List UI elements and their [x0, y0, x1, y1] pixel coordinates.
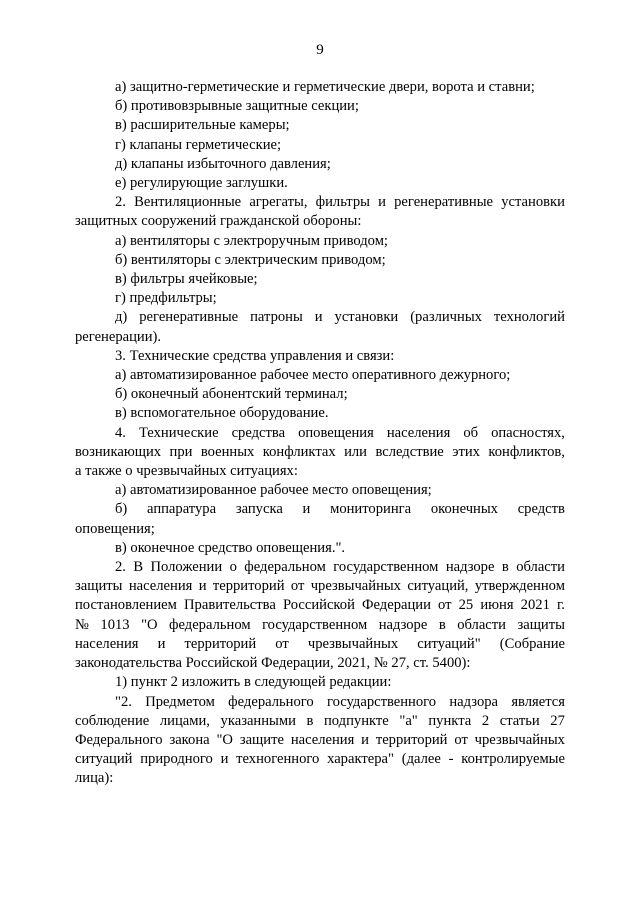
paragraph — [75, 97, 565, 116]
paragraph — [75, 693, 565, 789]
paragraph — [75, 155, 565, 174]
paragraph — [75, 251, 565, 270]
document-body — [75, 78, 565, 789]
paragraph — [75, 116, 565, 135]
text-line: б) противовзрывные защитные секции; — [115, 98, 359, 115]
text-line: д) регенеративные патроны и установки (различных технологий — [115, 309, 565, 326]
text-line: а) автоматизированное рабочее место оперативного дежурного; — [115, 367, 511, 384]
text-line: лица): — [75, 770, 114, 787]
text-line: "2. Предметом федерального государственного надзора является — [115, 693, 565, 710]
paragraph — [75, 558, 565, 673]
paragraph — [75, 136, 565, 155]
paragraph — [75, 481, 565, 500]
text-line: а) автоматизированное рабочее место оповещения; — [115, 482, 432, 499]
paragraph — [75, 424, 565, 482]
text-line: б) вентиляторы с электрическим приводом; — [115, 251, 386, 268]
text-line: а) вентиляторы с электроручным приводом; — [115, 232, 388, 249]
text-line: в) оконечное средство оповещения.". — [115, 539, 346, 556]
text-line: в) расширительные камеры; — [115, 117, 290, 134]
text-line: в) фильтры ячейковые; — [115, 271, 258, 288]
text-line: а также о чрезвычайных ситуациях: — [75, 463, 298, 480]
page-number: 9 — [316, 42, 324, 58]
text-line: оповещения; — [75, 520, 155, 537]
text-line: г) предфильтры; — [115, 290, 217, 307]
text-line: ситуаций природного и техногенного характера" (далее - контролируемые — [75, 751, 565, 768]
paragraph — [75, 289, 565, 308]
text-line: 1) пункт 2 изложить в следующей редакции: — [115, 674, 392, 691]
text-line: возникающих при военных конфликтах или вследствие этих конфликтов, — [75, 443, 565, 460]
text-line: защитных сооружений гражданской обороны: — [75, 213, 362, 230]
text-line: 3. Технические средства управления и связи: — [115, 347, 395, 364]
text-line: е) регулирующие заглушки. — [115, 175, 288, 192]
text-line: постановлением Правительства Российской Федерации от 25 июня 2021 г. — [75, 597, 565, 614]
paragraph — [75, 673, 565, 692]
text-line: населения и территорий от чрезвычайных ситуаций" (Собрание — [75, 635, 565, 652]
paragraph — [75, 270, 565, 289]
text-line: б) аппаратура запуска и мониторинга оконечных средств — [115, 501, 565, 518]
text-line: д) клапаны избыточного давления; — [115, 155, 331, 172]
paragraph — [75, 78, 565, 97]
text-line: 2. В Положении о федеральном государственном надзоре в области — [115, 559, 565, 576]
text-line: б) оконечный абонентский терминал; — [115, 386, 348, 403]
text-line: Федерального закона "О защите населения и территорий от чрезвычайных — [75, 731, 565, 748]
paragraph — [75, 404, 565, 423]
paragraph — [75, 366, 565, 385]
text-line: г) клапаны герметические; — [115, 136, 282, 153]
paragraph — [75, 308, 565, 346]
text-line: 4. Технические средства оповещения населения об опасностях, — [115, 424, 565, 441]
text-line: в) вспомогательное оборудование. — [115, 405, 329, 422]
paragraph — [75, 347, 565, 366]
paragraph — [75, 174, 565, 193]
paragraph — [75, 539, 565, 558]
text-line: № 1013 "О федеральном государственном надзоре в области защиты — [75, 616, 565, 633]
text-line: 2. Вентиляционные агрегаты, фильтры и регенеративные установки — [115, 194, 565, 211]
text-line: соблюдение лицами, указанными в подпункте "а" пункта 2 статьи 27 — [75, 712, 565, 729]
text-line: а) защитно-герметические и герметические двери, ворота и ставни; — [115, 79, 535, 95]
paragraph — [75, 193, 565, 231]
paragraph — [75, 385, 565, 404]
text-line: законодательства Российской Федерации, 2021, № 27, ст. 5400): — [75, 655, 471, 672]
text-line: защиты населения и территорий от чрезвычайных ситуаций, утвержденном — [75, 578, 565, 595]
text-line: регенерации). — [75, 328, 162, 345]
paragraph — [75, 232, 565, 251]
paragraph — [75, 500, 565, 538]
